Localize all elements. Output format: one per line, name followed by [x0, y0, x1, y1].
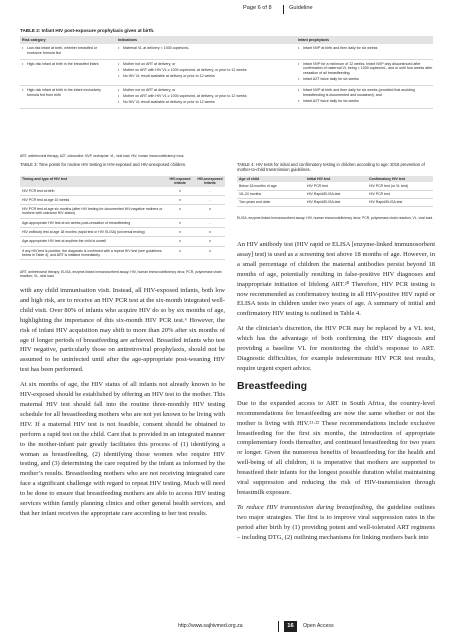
exposed-cell: x: [179, 239, 181, 244]
risk-text: • High-risk infant at birth in the breastfed infant: [22, 62, 112, 67]
risk-text: • High-risk infant at birth in the infant exclusively formula fed from birth: [22, 88, 112, 97]
prophylaxis-text: • Infant NVP at birth and then daily for six weeks (provided that avoiding breastfeeding is documented and sustained), and: [298, 88, 433, 97]
table-row: [20, 219, 225, 228]
exposed-cell: x: [179, 188, 181, 193]
page-indicator: Page 6 of 8: [243, 5, 272, 11]
open-access-label: Open Access: [303, 623, 334, 629]
table-row: [20, 237, 225, 246]
table3: [20, 176, 225, 260]
exposed-cell: x: [179, 230, 181, 235]
page-footer: [0, 621, 453, 633]
table2-footnote: ART, antiretroviral therapy; AZT, zidovudine; NVP, nevirapine; VL, viral load; HIV, human immunodeficiency virus.: [20, 154, 185, 158]
paragraph: Due to the expanded access to ART in South Africa, the country-level recommendations for breastfeeding are now the same whether or not the mother is living with HIV.²¹·²² These recommendations include exclusive breastfeeding for the first six months, the introduction of appropriate complementary foods thereafter, and continued breastfeeding for two years or longer. Given the numerous benefits of breastfeeding for the health and well-being of all children, it is imperative that mothers are supported to breastfeed their infants for the longest possible duration whilst maintaining viral suppression and reducing the risk of HIV-transmission through breastmilk exposure.: [237, 399, 435, 496]
prophylaxis-text: • Infant AZT twice daily for six weeks: [298, 77, 433, 82]
prophylaxis-text: • Infant AZT twice daily for six weeks: [298, 99, 433, 104]
row-label: HIV PCR test at age six months (after HIV testing for documented HIV-negative mothers or mothers with unknown HIV status): [22, 207, 163, 216]
age-cell: 18–24 months: [239, 192, 262, 197]
article-type: Guideline: [289, 5, 313, 11]
table3-footnote: ART, antiretroviral therapy; ELISA, enzyme-linked immunosorbent assay; HIV, human immunodeficiency virus; PCR, polymerase chain reaction; VL, viral load.: [20, 270, 222, 279]
exposed-cell: x: [179, 197, 181, 202]
confirm-cell: HIV PCR test (or VL test): [369, 183, 408, 188]
table-row: [20, 205, 225, 219]
table2-caption: TABLE 2: Infant HIV post-exposure prophylaxis given at birth.: [20, 28, 155, 33]
page-number: 16: [284, 621, 297, 632]
page-header: [0, 5, 453, 17]
table2-header-prophylaxis: Infant prophylaxis: [298, 37, 329, 42]
paragraph: [237, 503, 435, 543]
table3-caption: TABLE 3: Time points for routine HIV testing in HIV-exposed and HIV-unexposed children.: [20, 162, 187, 167]
unexposed-cell: x: [209, 230, 211, 235]
row-label: HIV PCR test at birth: [22, 188, 55, 193]
unexposed-cell: x: [209, 207, 211, 212]
age-cell: Two years and older: [239, 200, 271, 205]
table-row: [237, 199, 433, 207]
unexposed-cell: -: [209, 197, 211, 202]
exposed-cell: x: [179, 220, 181, 225]
indication-text: • Maternal VL at delivery < 1000 copies/mL: [118, 46, 296, 51]
indication-text: • No HIV VL result available at delivery or prior to 12 weeks: [118, 74, 296, 79]
section-heading: Breastfeeding: [237, 379, 308, 392]
prophylaxis-text: • Infant NVP at birth and then daily for six weeks: [298, 46, 433, 51]
paragraph: At the clinician’s discretion, the HIV PCR may be replaced by a VL test, which has the advantage of both confirming the HIV diagnosis and providing a baseline VL for monitoring the child’s response to ART. Diagnostic difficulties, for example indeterminate HIV PCR test results, require urgent expert advice.: [237, 325, 435, 372]
confirm-cell: HIV PCR test: [369, 192, 390, 197]
table3-header-exposed: HIV-exposed infants: [169, 177, 191, 186]
table2-header-indications: Indications: [118, 37, 137, 42]
table-row: [20, 247, 225, 261]
table2: [20, 36, 433, 109]
table4-header-confirm: Confirmatory HIV test: [369, 177, 405, 181]
table-row: [20, 44, 433, 60]
unexposed-cell: x: [209, 248, 211, 253]
table-row: [237, 191, 433, 199]
initial-cell: HIV Rapid/ELISA test: [307, 192, 341, 197]
table3-header-unexposed: HIV-unexposed infants: [197, 177, 223, 186]
table-row: [20, 86, 433, 109]
initial-cell: HIV Rapid/ELISA test: [307, 200, 341, 205]
row-label: Age-appropriate HIV test at anytime the child is unwell: [22, 239, 107, 244]
footer-divider: [278, 621, 279, 632]
table4-footnote: ELISA, enzyme-linked immunosorbent assay; HIV, human immunodeficiency virus; PCR, polymerase chain reaction; VL, viral load.: [237, 216, 434, 220]
table3-header-timing: Timing and type of HIV test: [22, 177, 68, 181]
table3-header: [20, 176, 225, 187]
paragraph: At six months of age, the HIV status of all infants not already known to be HIV-exposed should be established by offering an HIV test to the mother. This maternal HIV test should fall into the routine three-monthly HIV testing schedule for all breastfeeding mothers who are not yet known to be living with HIV. If a maternal HIV test is not feasible, consent should be obtained to perform a rapid test on the child. Care that is provided in an integrated manner to the mother-infant pair greatly facilitates this process of (1) identifying a woman as breastfeeding, (2) identifying those women who require HIV testing, and (3) determining the care required by the infant as informed by the mother’s results. Breastfeeding mothers who are not receiving integrated care face a significant challenge with regard to repeat HIV testing. Much will need to be done to ensure that breastfeeding mothers are able to access HIV testing services within family planning clinics and other general health services, and that her infant receives the appropriate care according to her test results.: [20, 381, 225, 517]
row-label: Age-appropriate HIV test at six weeks post-cessation of breastfeeding: [22, 220, 131, 225]
right-column-text: [237, 240, 435, 547]
confirm-cell: HIV Rapid/ELISA test: [369, 200, 403, 205]
paragraph-rest: the guideline outlines two major strategies. The first is to improve viral suppression rates in the period after birth by (1) providing potent and well-tolerated ART regimens – including DTG, (2) outlining mechanisms for linking mothers back into: [237, 503, 435, 541]
table-row: [20, 228, 225, 237]
risk-text: • Low-risk infant at birth, whether breastfed or exclusive formula fed: [22, 46, 112, 55]
prophylaxis-text: • Infant NVP for a minimum of 12 weeks. Infant NVP only discontinued after confirmation of maternal VL being < 1000 copies/mL, and or until four weeks after cessation of all breastfeeding.: [298, 62, 433, 76]
table-row: [20, 60, 433, 86]
table-row: [237, 182, 433, 190]
exposed-cell: x: [179, 248, 181, 253]
table4-header-age: Age of child: [239, 177, 260, 181]
table-row: [20, 196, 225, 205]
indication-text: • Mother on ART with HIV VL ≥ 1000 copies/mL at delivery, or prior to 12 weeks: [118, 68, 296, 73]
initial-cell: HIV PCR test: [307, 183, 328, 188]
indication-text: • Mother on ART with HIV VL ≥ 1000 copies/mL at delivery, or prior to 12 weeks: [118, 94, 296, 99]
unexposed-cell: -: [209, 220, 211, 225]
table4-caption: TABLE 4: HIV tests for initial and confirmatory testing in children according to age: 2019 prevention of mother-to-child transmission guidelines.: [237, 162, 425, 172]
unexposed-cell: x: [209, 239, 211, 244]
italic-lead: To reduce HIV transmission during breastfeeding,: [237, 503, 374, 511]
left-column-text: [20, 286, 225, 519]
exposed-cell: x: [179, 207, 181, 212]
table-row: [20, 187, 225, 196]
indication-text: • Mother not on ART at delivery, or: [118, 62, 296, 67]
table4-header-initial: Initial HIV test: [307, 177, 331, 181]
header-divider: [283, 5, 284, 14]
table4: [237, 176, 433, 207]
indication-text: • No HIV VL result available at delivery or prior to 12 weeks: [118, 100, 296, 105]
paragraph: with any child immunisation visit. Instead, all HIV-exposed infants, both low and high risk, are to receive an HIV PCR test at the six-month integrated well-child visit. Over 80% of infants who acquire HIV do so by six months of age, highlighting the importance of this six-month HIV PCR test.⁶ However, the risk of infant HIV acquisition may shift to more than 20% after six months of age if longer periods of breastfeeding are achieved. Breastfed infants who test HIV negative, particularly those on antiretroviral prophylaxis, should not be assumed to be uninfected until after the age-appropriate post-weaning HIV test has been performed.: [20, 287, 225, 374]
row-label: If any HIV test is positive, the diagnosis is confirmed with a repeat HIV test (see guidelines below in Table 4), and ART is initiated immediately.: [22, 248, 162, 257]
unexposed-cell: -: [209, 188, 211, 193]
row-label: HIV PCR test at age 10 weeks: [22, 197, 70, 202]
age-cell: Below 18 months of age: [239, 183, 277, 188]
paragraph: An HIV antibody test (HIV rapid or ELISA [enzyme-linked immunosorbent assay] test) is used as a screening test above 18 months of age. However, in a small percentage of children the maternal antibodies persist beyond 18 months of age, potentially resulting in false-positive HIV diagnoses and inappropriate initiation of lifelong ART.²⁰ Therefore, HIV PCR testing is now recommended as confirmatory testing in all HIV-positive HIV rapid or ELISA tests in children under two years of age. A summary of initial and confirmatory HIV testing is outlined in Table 4.: [237, 241, 435, 318]
table2-header: [20, 36, 433, 44]
indication-text: • Mother not on ART at delivery, or: [118, 88, 296, 93]
table2-header-risk: Risk category: [22, 37, 46, 42]
row-label: HIV antibody test at age 18 months (rapid test or HIV ELISA) (universal testing): [22, 230, 145, 235]
journal-url-link[interactable]: http://www.sajhivmed.org.za: [178, 623, 243, 629]
